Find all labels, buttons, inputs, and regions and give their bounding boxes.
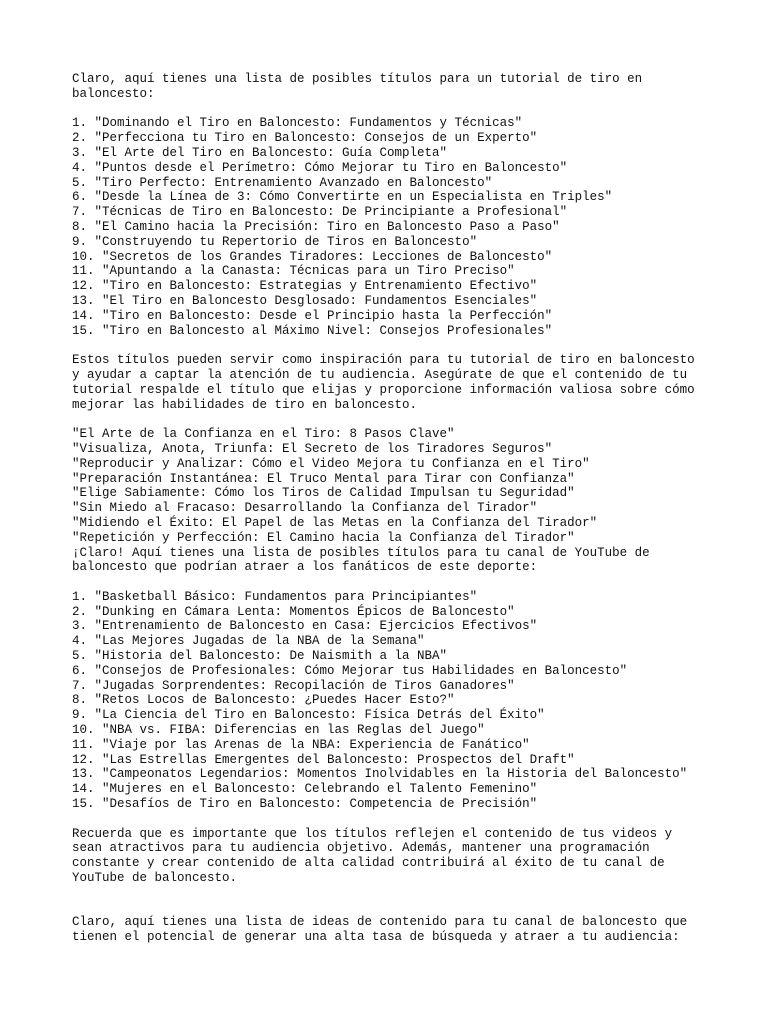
text-line: sean atractivos para tu audiencia objetivo. Además, mantener una programación xyxy=(72,841,650,856)
text-line: Claro, aquí tienes una lista de ideas de contenido para tu canal de baloncesto que xyxy=(72,915,688,930)
list-item: 10. "NBA vs. FIBA: Diferencias en las Reglas del Juego" xyxy=(72,723,485,738)
list-item: 4. "Las Mejores Jugadas de la NBA de la Semana" xyxy=(72,634,425,649)
outro-paragraph-2 xyxy=(72,827,732,886)
text-line: ¡Claro! Aquí tienes una lista de posibles títulos para tu canal de YouTube de xyxy=(72,545,650,560)
text-line: constante y crear contenido de alta calidad contribuirá al éxito de tu canal de xyxy=(72,856,665,871)
text-line: Claro, aquí tienes una lista de posibles títulos para un tutorial de tiro en xyxy=(72,72,643,86)
list-item: 14. "Mujeres en el Baloncesto: Celebrando el Talento Femenino" xyxy=(72,782,538,797)
list-item: "Sin Miedo al Fracaso: Desarrollando la Confianza del Tirador" xyxy=(72,501,538,516)
list-item: 4. "Puntos desde el Perímetro: Cómo Mejorar tu Tiro en Baloncesto" xyxy=(72,160,568,175)
list-item: "Reproducir y Analizar: Cómo el Video Mejora tu Confianza en el Tiro" xyxy=(72,456,590,471)
text-line: baloncesto: xyxy=(72,86,155,101)
list-item: 3. "Entrenamiento de Baloncesto en Casa: Ejercicios Efectivos" xyxy=(72,619,538,634)
list-item: 6. "Consejos de Profesionales: Cómo Mejorar tus Habilidades en Baloncesto" xyxy=(72,663,628,678)
list-item: 5. "Historia del Baloncesto: De Naismith a la NBA" xyxy=(72,649,448,664)
intro-paragraph-3 xyxy=(72,915,732,945)
list-item: 14. "Tiro en Baloncesto: Desde el Principio hasta la Perfección" xyxy=(72,308,553,323)
list-item: "Preparación Instantánea: El Truco Mental para Tirar con Confianza" xyxy=(72,471,575,486)
text-line: Estos títulos pueden servir como inspiración para tu tutorial de tiro en baloncesto xyxy=(72,353,695,368)
list-item: 8. "Retos Locos de Baloncesto: ¿Puedes Hacer Esto?" xyxy=(72,693,455,708)
list-item: 12. "Las Estrellas Emergentes del Baloncesto: Prospectos del Draft" xyxy=(72,752,575,767)
list-item: 1. "Basketball Básico: Fundamentos para Principiantes" xyxy=(72,589,478,604)
list-item: 11. "Apuntando a la Canasta: Técnicas para un Tiro Preciso" xyxy=(72,264,515,279)
list-item: 12. "Tiro en Baloncesto: Estrategias y Entrenamiento Efectivo" xyxy=(72,279,538,294)
list-item: 13. "Campeonatos Legendarios: Momentos Inolvidables en la Historia del Baloncesto" xyxy=(72,767,688,782)
list-item: 2. "Dunking en Cámara Lenta: Momentos Épicos de Baloncesto" xyxy=(72,604,515,619)
text-line: tutorial respalde el título que elijas y proporcione información valiosa sobre cómo xyxy=(72,382,695,397)
text-line: Recuerda que es importante que los títulos reflejen el contenido de tus videos y xyxy=(72,826,673,841)
list-item: 10. "Secretos de los Grandes Tiradores: Lecciones de Baloncesto" xyxy=(72,249,553,264)
list-item: 13. "El Tiro en Baloncesto Desglosado: Fundamentos Esenciales" xyxy=(72,293,538,308)
list-item: 9. "Construyendo tu Repertorio de Tiros en Baloncesto" xyxy=(72,234,478,249)
list-item: 3. "El Arte del Tiro en Baloncesto: Guía Completa" xyxy=(72,145,448,160)
list-item: "Visualiza, Anota, Triunfa: El Secreto de los Tiradores Seguros" xyxy=(72,441,553,456)
list-item: "Midiendo el Éxito: El Papel de las Metas en la Confianza del Tirador" xyxy=(72,515,598,530)
list-item: 1. "Dominando el Tiro en Baloncesto: Fundamentos y Técnicas" xyxy=(72,116,523,131)
intro-paragraph-1 xyxy=(72,72,732,102)
list-item: "Elige Sabiamente: Cómo los Tiros de Calidad Impulsan tu Seguridad" xyxy=(72,486,575,501)
shooting-tutorial-titles-list xyxy=(72,116,732,338)
text-line: YouTube de baloncesto. xyxy=(72,871,238,886)
list-item: 2. "Perfecciona tu Tiro en Baloncesto: Consejos de un Experto" xyxy=(72,131,538,146)
confidence-titles-list xyxy=(72,427,732,575)
text-line: y ayudar a captar la atención de tu audiencia. Asegúrate de que el contenido de tu xyxy=(72,367,688,382)
text-line: tienen el potencial de generar una alta tasa de búsqueda y atraer a tu audiencia: xyxy=(72,930,680,945)
list-item: 11. "Viaje por las Arenas de la NBA: Experiencia de Fanático" xyxy=(72,737,530,752)
list-item: "Repetición y Perfección: El Camino hacia la Confianza del Tirador" xyxy=(72,530,575,545)
list-item: 15. "Desafíos de Tiro en Baloncesto: Competencia de Precisión" xyxy=(72,797,538,812)
list-item: 15. "Tiro en Baloncesto al Máximo Nivel: Consejos Profesionales" xyxy=(72,323,553,338)
list-item: 8. "El Camino hacia la Precisión: Tiro en Baloncesto Paso a Paso" xyxy=(72,219,560,234)
list-item: 9. "La Ciencia del Tiro en Baloncesto: Física Detrás del Éxito" xyxy=(72,708,545,723)
list-item: 7. "Jugadas Sorprendentes: Recopilación de Tiros Ganadores" xyxy=(72,678,515,693)
list-item: 7. "Técnicas de Tiro en Baloncesto: De Principiante a Profesional" xyxy=(72,205,568,220)
text-line: baloncesto que podrían atraer a los fanáticos de este deporte: xyxy=(72,560,538,575)
list-item: 6. "Desde la Línea de 3: Cómo Convertirte en un Especialista en Triples" xyxy=(72,190,613,205)
youtube-titles-list xyxy=(72,590,732,812)
list-item: "El Arte de la Confianza en el Tiro: 8 Pasos Clave" xyxy=(72,427,455,442)
outro-paragraph-1 xyxy=(72,353,732,412)
text-line: mejorar las habilidades de tiro en baloncesto. xyxy=(72,397,418,412)
document-page xyxy=(72,72,732,945)
list-item: 5. "Tiro Perfecto: Entrenamiento Avanzado en Baloncesto" xyxy=(72,175,493,190)
